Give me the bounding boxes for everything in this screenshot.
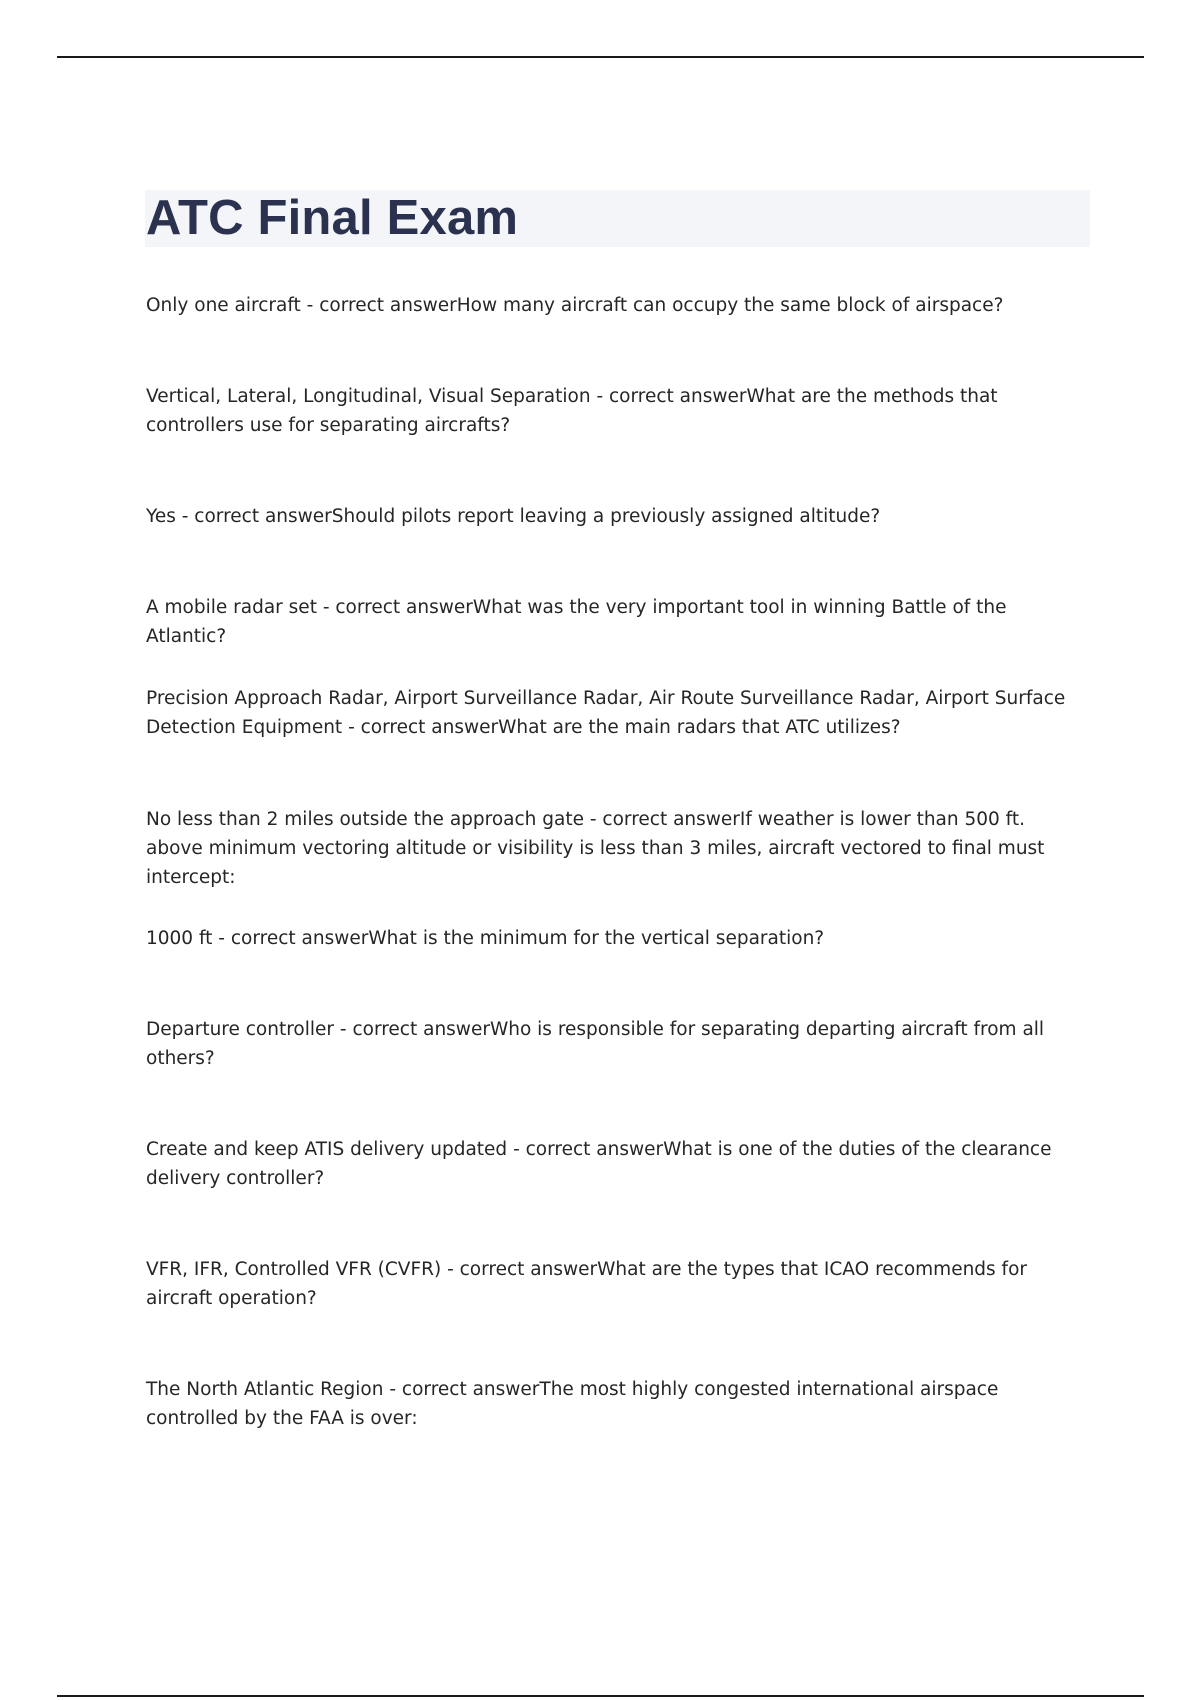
qa-item xyxy=(146,1015,1086,1073)
answer-separator: - correct answer xyxy=(507,1139,664,1160)
answer-text: Create and keep ATIS delivery updated xyxy=(146,1139,508,1160)
qa-item xyxy=(146,1135,1086,1193)
question-text: The most highly congested international airspace controlled by the FAA is over: xyxy=(146,1379,999,1429)
answer-text: 1000 ft xyxy=(146,928,213,949)
question-text: What was the very important tool in winning Battle of the Atlantic? xyxy=(146,597,1007,647)
answer-text: VFR, IFR, Controlled VFR (CVFR) xyxy=(146,1259,442,1280)
answer-separator: - correct answer xyxy=(342,717,499,738)
answer-text: Vertical, Lateral, Longitudinal, Visual Separation xyxy=(146,386,591,407)
answer-text: A mobile radar set xyxy=(146,597,317,618)
answer-separator: - correct answer xyxy=(334,1019,490,1040)
qa-item xyxy=(146,684,1086,742)
answer-text: Precision Approach Radar, Airport Surveillance Radar, Air Route Surveillance Radar, Airport Surface Detection Equipment xyxy=(146,688,1066,738)
qa-item xyxy=(146,924,1086,953)
answer-separator: - correct answer xyxy=(441,1259,598,1280)
qa-item xyxy=(146,382,1086,440)
answer-separator: - correct answer xyxy=(175,506,332,527)
question-text: If weather is lower than 500 ft. above minimum vectoring altitude or visibility is less than 3 miles, aircraft vectored to final must intercept: xyxy=(146,809,1045,888)
qa-item xyxy=(146,502,1086,531)
answer-separator: - correct answer xyxy=(316,597,473,618)
bottom-rule xyxy=(57,1695,1144,1697)
answer-text: The North Atlantic Region xyxy=(146,1379,384,1400)
answer-separator: - correct answer xyxy=(212,928,369,949)
question-text: What are the main radars that ATC utilizes? xyxy=(498,717,901,738)
answer-separator: - correct answer xyxy=(300,295,457,316)
top-rule xyxy=(57,56,1144,58)
question-text: What is the minimum for the vertical separation? xyxy=(368,928,825,949)
answer-text: Departure controller xyxy=(146,1019,335,1040)
answer-separator: - correct answer xyxy=(583,809,740,830)
answer-text: Yes xyxy=(146,506,176,527)
answer-separator: - correct answer xyxy=(383,1379,540,1400)
qa-item xyxy=(146,1375,1086,1433)
question-text: How many aircraft can occupy the same block of airspace? xyxy=(456,295,1004,316)
question-text: Should pilots report leaving a previously assigned altitude? xyxy=(331,506,881,527)
answer-separator: - correct answer xyxy=(590,386,747,407)
qa-item xyxy=(146,805,1086,892)
qa-item xyxy=(146,1255,1086,1313)
qa-item xyxy=(146,291,1086,320)
answer-text: Only one aircraft xyxy=(146,295,301,316)
question-text: What is one of the duties of the clearance delivery controller? xyxy=(146,1139,1052,1189)
document-title: ATC Final Exam xyxy=(146,191,519,245)
answer-text: No less than 2 miles outside the approach gate xyxy=(146,809,584,830)
question-text: What are the types that ICAO recommends for aircraft operation? xyxy=(146,1259,1027,1309)
question-text: Who is responsible for separating departing aircraft from all others? xyxy=(146,1019,1045,1069)
question-text: What are the methods that controllers use for separating aircrafts? xyxy=(146,386,998,436)
qa-item xyxy=(146,593,1086,651)
